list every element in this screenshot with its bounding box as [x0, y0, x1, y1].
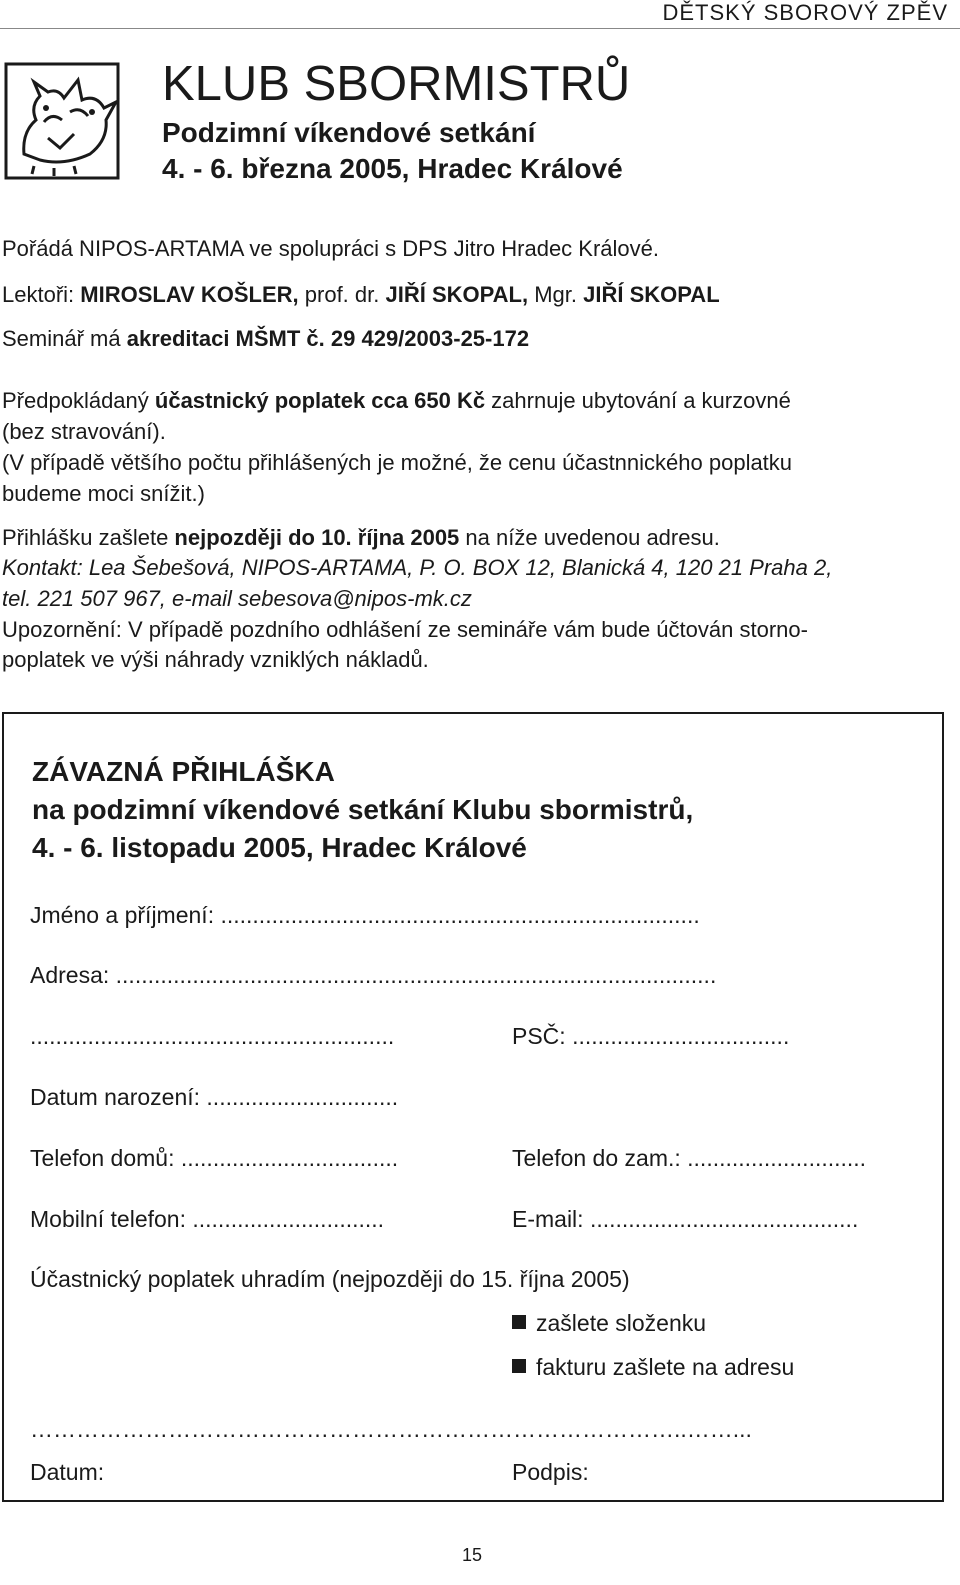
lecturer-2: JIŘÍ SKOPAL, — [385, 282, 529, 307]
fee-statement: Účastnický poplatek uhradím (nejpozději do 15. října 2005) — [30, 1266, 630, 1292]
fee-prefix: Předpokládaný — [2, 388, 155, 413]
option-postal-order-label: zašlete složenku — [536, 1310, 707, 1336]
date-label[interactable]: Datum: — [30, 1459, 105, 1485]
form-title: ZÁVAZNÁ PŘIHLÁŠKA — [32, 756, 335, 787]
lecturers-label: Lektoři: — [2, 282, 81, 307]
signature-label[interactable]: Podpis: — [512, 1459, 589, 1485]
work-phone-field[interactable]: Telefon do zam.: ............................ — [512, 1145, 867, 1171]
lecturer-1: MIROSLAV KOŠLER, — [80, 282, 299, 307]
contact-text-1: Kontakt: Lea Šebešová, NIPOS-ARTAMA, P. O. BOX 12, Blanická 4, 120 21 Praha 2, — [2, 555, 833, 580]
email-field[interactable]: E-mail: .......................................... — [512, 1206, 859, 1232]
club-title: KLUB SBORMISTRŮ — [162, 57, 631, 111]
fee-suffix: zahrnuje ubytování a kurzovné — [485, 388, 791, 413]
accreditation-line — [2, 326, 529, 352]
reduction-line-1: (V případě většího počtu přihlášených je možné, že cenu účastnnického poplatku — [2, 450, 793, 475]
event-dates: 4. - 6. března 2005, Hradec Králové — [162, 153, 623, 184]
form-title-line-3: 4. - 6. listopadu 2005, Hradec Králové — [32, 832, 527, 863]
home-phone-field[interactable]: Telefon domů: .................................. — [30, 1145, 399, 1171]
deadline-suffix: na níže uvedenou adresu. — [459, 525, 720, 550]
contact-line-1 — [2, 555, 832, 581]
lecturer-3: JIŘÍ SKOPAL — [583, 282, 720, 307]
deadline-date: nejpozději do 10. října 2005 — [174, 525, 460, 550]
form-title-line-2: na podzimní víkendové setkání Klubu sbormistrů, — [32, 794, 694, 825]
deadline-prefix: Přihlášku zašlete — [2, 525, 175, 550]
address-field[interactable]: Adresa: .............................................................................................. — [30, 962, 717, 988]
warning-line-1: Upozornění: V případě pozdního odhlášení ze semináře vám bude účtován storno- — [2, 617, 808, 642]
warning-line-2: poplatek ve výši náhrady vzniklých nákladů. — [2, 647, 429, 672]
singing-birds-logo-icon — [4, 62, 120, 180]
organizer-line: Pořádá NIPOS-ARTAMA ve spolupráci s DPS Jitro Hradec Králové. — [2, 236, 659, 261]
lecturer-3-prefix: Mgr. — [528, 282, 584, 307]
signature-dotted-line: …………………………………………………………………………..……... — [30, 1416, 752, 1442]
psc-field[interactable]: PSČ: .................................. — [512, 1023, 790, 1049]
accreditation-number: akreditaci MŠMT č. 29 429/2003-25-172 — [126, 326, 530, 351]
event-subtitle: Podzimní víkendové setkání — [162, 117, 536, 148]
running-head: DĚTSKÝ SBOROVÝ ZPĚV — [662, 0, 948, 25]
address-continuation-field[interactable]: ......................................................... — [30, 1023, 395, 1049]
option-invoice-label: fakturu zašlete na adresu — [536, 1354, 795, 1380]
accreditation-prefix: Seminář má — [2, 326, 127, 351]
option-postal-order[interactable] — [512, 1310, 706, 1337]
contact-line-2 — [2, 586, 472, 612]
lecturers-line — [2, 282, 720, 308]
reduction-line-2: budeme moci snížit.) — [2, 481, 205, 506]
option-invoice[interactable] — [512, 1354, 794, 1381]
deadline-line — [2, 525, 720, 551]
fee-line-2: (bez stravování). — [2, 419, 166, 444]
name-field[interactable]: Jméno a příjmení: ........................................................................... — [30, 902, 700, 928]
mobile-phone-field[interactable]: Mobilní telefon: .............................. — [30, 1206, 385, 1232]
birth-date-field[interactable]: Datum narození: .............................. — [30, 1084, 399, 1110]
lecturer-2-prefix: prof. dr. — [298, 282, 386, 307]
black-square-bullet-icon — [512, 1315, 526, 1329]
fee-line — [2, 388, 791, 414]
page-number: 15 — [462, 1545, 483, 1565]
registration-form-box — [2, 712, 944, 1502]
header-rule — [0, 28, 960, 29]
fee-amount: účastnický poplatek cca 650 Kč — [154, 388, 486, 413]
black-square-bullet-icon — [512, 1359, 526, 1373]
contact-text-2: tel. 221 507 967, e-mail sebesova@nipos-mk.cz — [2, 586, 472, 611]
